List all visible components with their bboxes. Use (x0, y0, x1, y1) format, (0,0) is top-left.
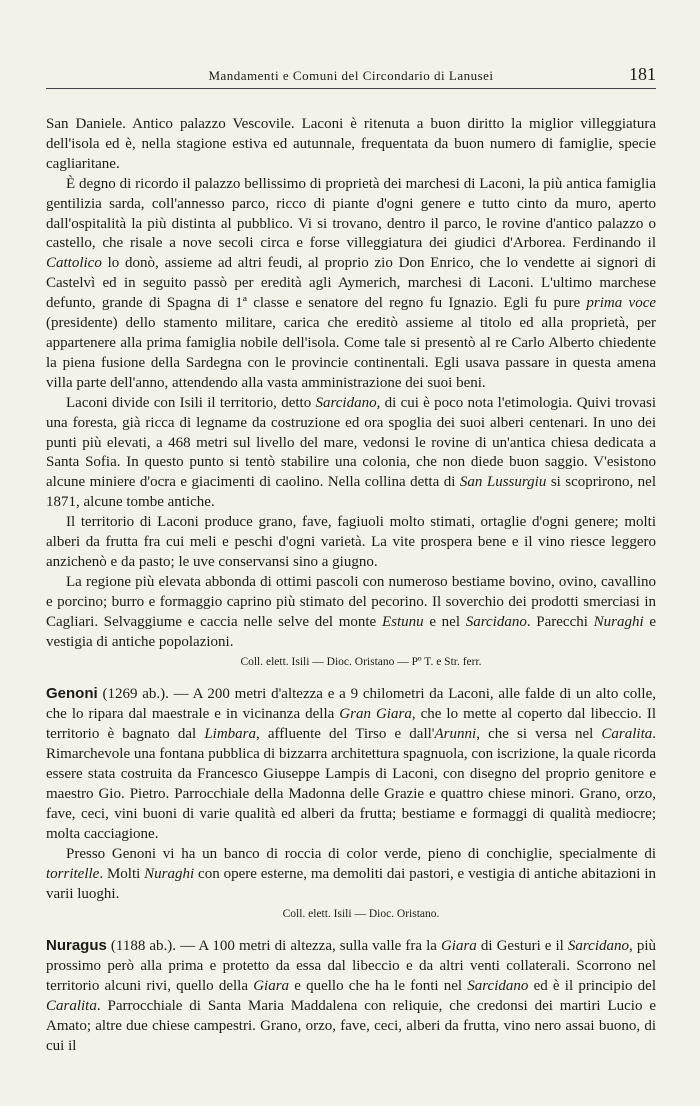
body-text (46, 115, 656, 1057)
section-note: Coll. elett. Isili — Dioc. Oristano — Pº T. e Str. ferr. (240, 656, 482, 669)
entry-paragraph: Genoni (1269 ab.). — A 200 metri d'altezza e a 9 chilometri da Laconi, alle falde di un alto colle, che lo ripara dal maestrale e in vicinanza della Gran Giara, che lo mette al coperto dal libeccio. Il territorio è bagnato dal Limbara, affluente del Tirso e dall'Arunni, che si versa nel Caralita. Rimarchevole una fontana pubblica di bizzarra architettura spagnuola, con iscrizione, la quale ricorda essere stata costruita da Francesco Giuseppe Lampis di Laconi, con disegno del proprio genitore e maestro Gio. Pietro. Parrocchiale della Madonna delle Grazie e quattro chiese minori. Grano, orzo, fave, ceci, vini buoni di varie qualità ed alberi da frutta; bestiame e formaggi di qualità mediocre; molta cacciagione. (46, 685, 657, 842)
paragraph: San Daniele. Antico palazzo Vescovile. Laconi è ritenuta a buon diritto la miglior villeggiatura dell'isola ed è, nella stagione estiva ed autunnale, frequentata da buon numero di famiglie, specie cagliaritane. (46, 116, 656, 172)
entry-paragraph: Nuragus (1188 ab.). — A 100 metri di altezza, sulla valle fra la Giara di Gesturi e il Sarcidano, più prossimo però alla prima e protetto da essa dal libeccio e da altri venti collaterali. Scorrono nel territorio alcuni rivi, quello della Giara e quello che ha le fonti nel Sarcidano ed è il principio del Caralita. Parrocchiale di Santa Maria Maddalena con reliquie, che credonsi dei martiri Lucio e Amato; altre due chiese campestri. Grano, orzo, fave, ceci, alberi da frutta, vino nero assai buono, di cui il (46, 937, 657, 1054)
page-number: 181 (629, 64, 656, 84)
section-note: Coll. elett. Isili — Dioc. Oristano. (282, 908, 440, 921)
paragraph: Laconi divide con Isili il territorio, detto Sarcidano, di cui è poco nota l'etimologia. Quivi trovasi una foresta, già ricca di legname da costruzione ed ora spoglia dei suoi alberi centenari. In uno dei punti più elevati, a 468 metri sul livello del mare, vedonsi le rovine di un'antica chiesa dedicata a Santa Sofia. In questo punto si tentò stabilire una colonia, che non diede buon saggio. V'esistono alcune miniere d'ocra e giacimenti di caolino. Nella collina detta di San Lussurgiu si scoprirono, nel 1871, alcune tombe antiche. (46, 394, 657, 511)
laconi-section (46, 115, 656, 672)
header-title: Mandamenti e Comuni del Circondario di Lanusei (208, 68, 494, 83)
running-header (46, 64, 656, 89)
paragraph: La regione più elevata abbonda di ottimi pascoli con numeroso bestiame bovino, ovino, cavallino e porcino; burro e formaggio caprino più stimato del pecorino. Il soverchio dei prodotti smerciasi in Cagliari. Selvaggiume e caccia nelle selve del monte Estunu e nel Sarcidano. Parecchi Nuraghi e vestigia di antiche popolazioni. (46, 573, 657, 650)
paragraph: Presso Genoni vi ha un banco di roccia di color verde, pieno di conchiglie, specialmente di torritelle. Molti Nuraghi con opere esterne, ma demoliti dai pastori, e vestigia di antiche abitazioni in varii luoghi. (46, 845, 657, 902)
entry-title: Nuragus (46, 937, 107, 955)
entry-title: Genoni (46, 685, 98, 703)
paragraph: È degno di ricordo il palazzo bellissimo di proprietà dei marchesi di Laconi, la più antica famiglia gentilizia sarda, coll'annesso parco, ricco di piante d'ogni genere e tutto cinto da muro, aperto dall'ospitalità la più distinta al pubblico. Vi si trovano, dentro il parco, le rovine d'antico palazzo o castello, che risale a nove secoli circa e forse villeggiatura dei giudici d'Arborea. Ferdinando il Cattolico lo donò, assieme ad altri feudi, al proprio zio Don Enrico, che lo vendette ai signori di Castelvì ed in seguito passò per eredità agli Aymerich, marchesi di Laconi. L'ultimo marchese defunto, grande di Spagna di 1ª classe e senatore del regno fu Ignazio. Egli fu pure prima voce (presidente) dello stamento militare, carica che ereditò assieme al titolo ed alla proprietà, per appartenere alla prima famiglia nobile dell'isola. Come tale si presentò al re Carlo Alberto chiedente la piena fusione della Sardegna con le provincie continentali. Egli usava passare in questa amena villa parte dell'anno, attendendo alla vasta amministrazione dei suoi beni. (46, 175, 657, 391)
paragraph: Il territorio di Laconi produce grano, fave, fagiuoli molto stimati, ortaglie d'ogni genere; molti alberi da frutta fra cui meli e peschi d'ogni varietà. La vite prospera bene e il vino riesce leggero anzichenò e da pasto; le uve conservansi sino a giugno. (46, 514, 656, 570)
genoni-section (46, 684, 656, 924)
nuragus-section (46, 936, 656, 1056)
